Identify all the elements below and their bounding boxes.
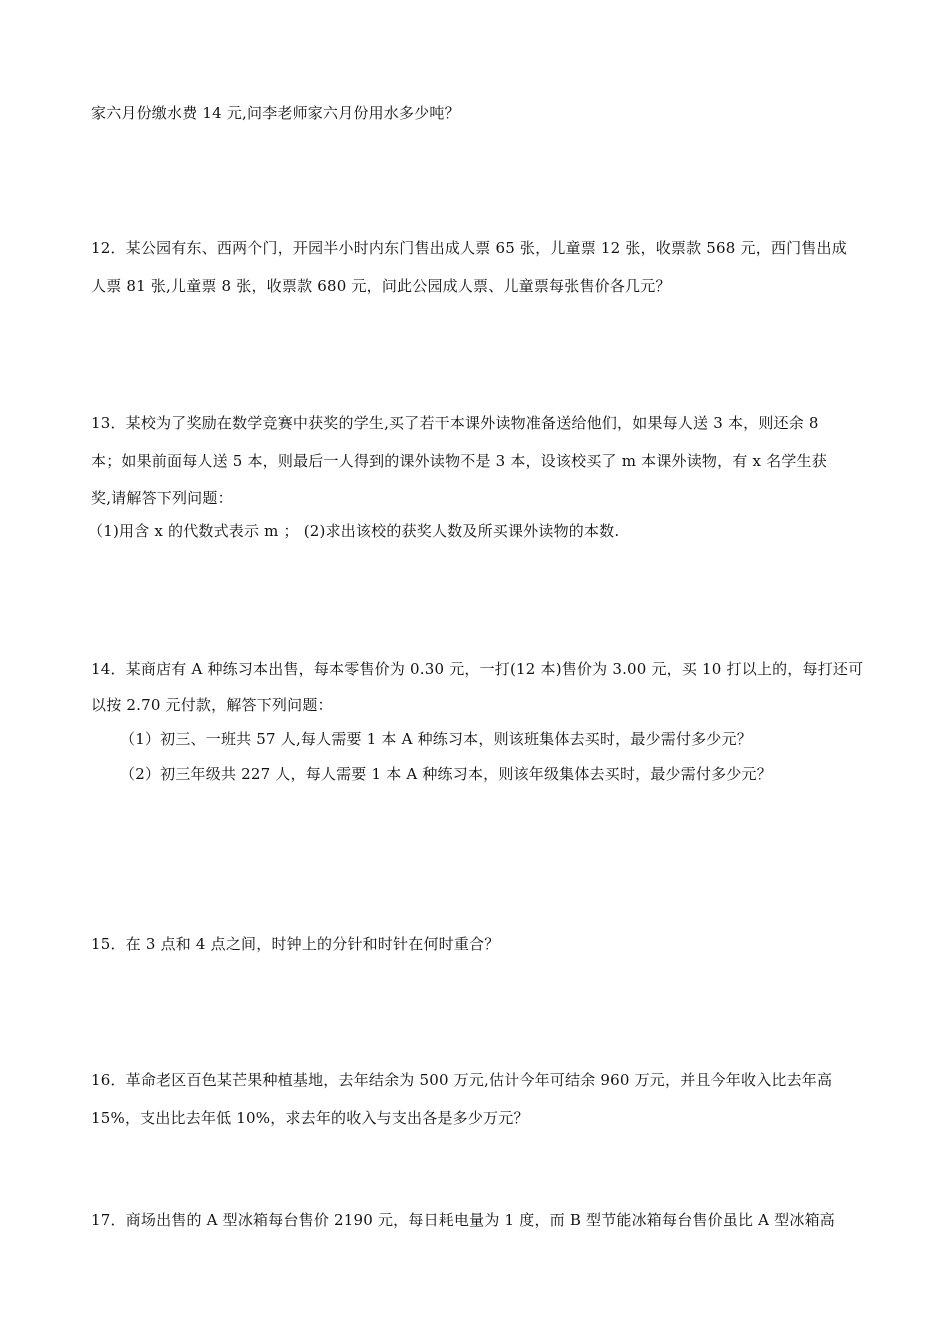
question-13-line-2: 本；如果前面每人送 5 本，则最后一人得到的课外读物不是 3 本，设该校买了 m 本课外读物，有 x 名学生获 bbox=[91, 452, 827, 470]
question-14-subpart-1: （1）初三、一班共 57 人,每人需要 1 本 A 种练习本，则该班集体去买时，最少需付多少元？ bbox=[120, 730, 752, 748]
question-12-line-1: 12．某公园有东、西两个门，开园半小时内东门售出成人票 65 张，儿童票 12 张，收票款 568 元，西门售出成 bbox=[91, 239, 847, 257]
question-17-line-1: 17．商场出售的 A 型冰箱每台售价 2190 元，每日耗电量为 1 度，而 B 型节能冰箱每台售价虽比 A 型冰箱高 bbox=[91, 1211, 835, 1229]
question-16-line-1: 16．革命老区百色某芒果种植基地，去年结余为 500 万元,估计今年可结余 960 万元，并且今年收入比去年高 bbox=[91, 1071, 833, 1089]
question-14-line-1: 14．某商店有 A 种练习本出售，每本零售价为 0.30 元，一打(12 本)售价为 3.00 元，买 10 打以上的，每打还可 bbox=[91, 660, 864, 678]
question-14-subpart-2: （2）初三年级共 227 人，每人需要 1 本 A 种练习本，则该年级集体去买时，最少需付多少元？ bbox=[120, 765, 772, 783]
question-13-line-3: 奖,请解答下列问题： bbox=[91, 489, 233, 507]
question-11-continuation: 家六月份缴水费 14 元,问李老师家六月份用水多少吨？ bbox=[91, 104, 460, 122]
question-13-subparts: （1)用含 x 的代数式表示 m ； (2)求出该校的获奖人数及所买课外读物的本数. bbox=[88, 522, 620, 540]
question-12-line-2: 人票 81 张,儿童票 8 张，收票款 680 元，问此公园成人票、儿童票每张售价各几元？ bbox=[91, 277, 671, 295]
question-16-line-2: 15%，支出比去年低 10%，求去年的收入与支出各是多少万元？ bbox=[91, 1109, 529, 1127]
question-13-line-1: 13．某校为了奖励在数学竞赛中获奖的学生,买了若干本课外读物准备送给他们，如果每人送 3 本，则还余 8 bbox=[91, 414, 819, 432]
question-15-line-1: 15．在 3 点和 4 点之间，时钟上的分针和时针在何时重合？ bbox=[91, 935, 500, 953]
question-14-line-2: 以按 2.70 元付款，解答下列问题： bbox=[91, 696, 333, 714]
